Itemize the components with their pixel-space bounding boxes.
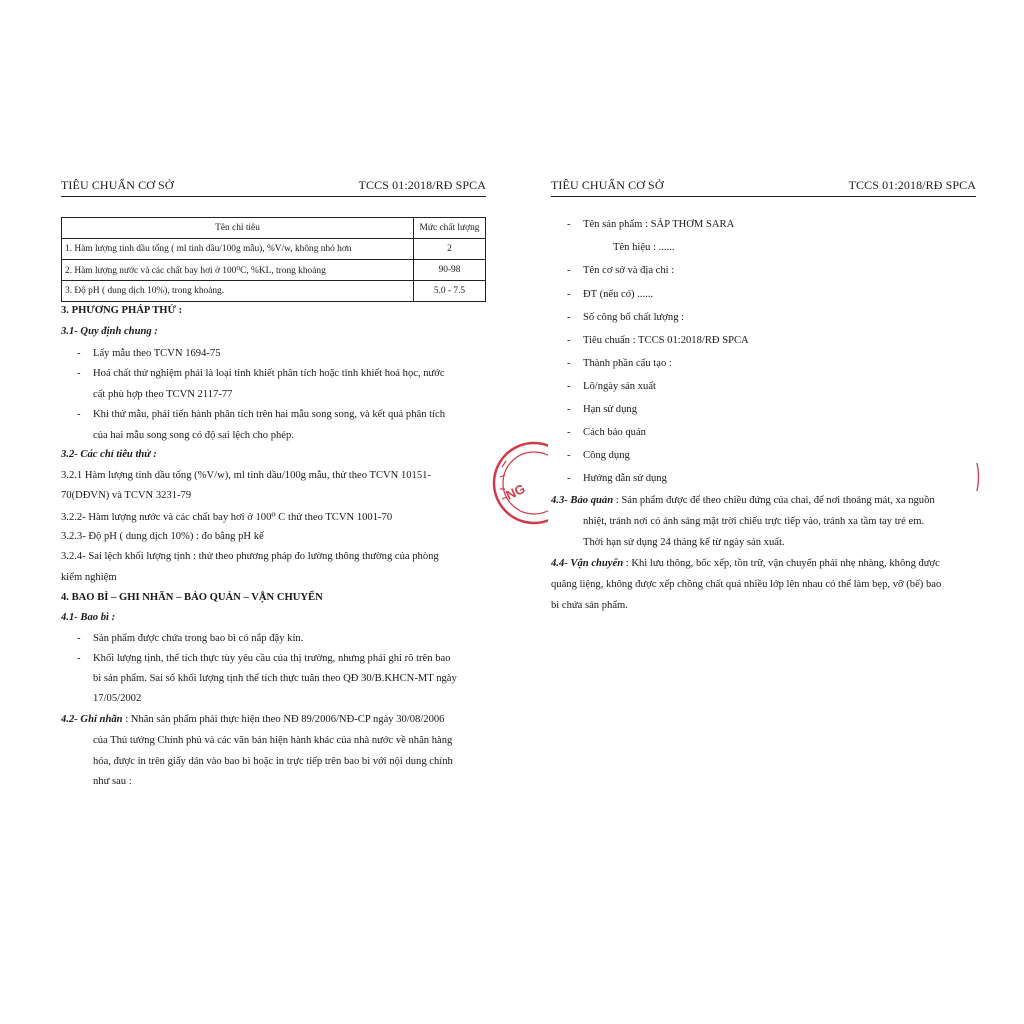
table-row — [62, 260, 486, 281]
body-line: 17/05/2002 — [93, 693, 142, 704]
header-title: TIÊU CHUẨN CƠ SỞ — [551, 178, 664, 192]
body-line: bì sản phẩm. Sai số khối lượng tịnh thể tích thực tuân theo QĐ 30/B.KHCN-MT ngày — [93, 673, 457, 684]
body-line: 4. BAO BÌ – GHI NHÃN – BẢO QUẢN – VẬN CHUYỂN — [61, 592, 323, 603]
body-line: nhiệt, tránh nơi có ánh sáng mặt trời chiếu trực tiếp vào, tránh xa tầm tay trẻ em. — [583, 516, 925, 527]
header-code: TCCS 01:2018/RĐ SPCA — [358, 178, 486, 192]
row-value: 90-98 — [414, 260, 486, 281]
col-header-level: Mức chất lượng — [414, 218, 486, 239]
body-line: 3. PHƯƠNG PHÁP THỬ : — [61, 305, 183, 316]
body-line: của Thủ tướng Chính phủ và các văn bản hiện hành khác của nhà nước về nhãn hàng — [93, 735, 453, 746]
body-line: kiểm nghiệm — [61, 572, 117, 583]
row-name: 3. Độ pH ( dung dịch 10%), trong khoảng. — [62, 281, 414, 302]
red-seal-stamp — [488, 437, 548, 529]
right-document-page — [551, 178, 976, 611]
body-line: - Lấy mẫu theo TCVN 1694-75 — [77, 348, 221, 359]
col-header-name: Tên chỉ tiêu — [62, 218, 414, 239]
row-name: 1. Hàm lượng tinh dầu tổng ( ml tinh dầu/100g mẫu), %V/w, không nhỏ hơn — [62, 239, 414, 260]
body-line: - ĐT (nếu có) ...... — [567, 289, 654, 300]
body-line: 70(DĐVN) và TCVN 3231-79 — [61, 490, 192, 501]
body-line: bì chứa sản phẩm. — [551, 600, 628, 611]
body-line: Thời hạn sử dụng 24 tháng kể từ ngày sản xuất. — [583, 537, 785, 548]
body-line: - Tên cơ sở và địa chỉ : — [567, 265, 675, 276]
body-line: Tên hiệu : ...... — [613, 242, 675, 253]
body-line: - Khi thử mẫu, phải tiến hành phân tích trên hai mẫu song song, và kết quả phân tích — [77, 409, 446, 420]
body-line: như sau : — [93, 776, 132, 787]
body-line: 4.2- Ghi nhãn : Nhãn sản phẩm phải thực hiện theo NĐ 89/2006/NĐ-CP ngày 30/08/2006 — [61, 714, 445, 725]
body-line: 4.1- Bao bì : — [61, 612, 116, 623]
body-line: - Lô/ngày sản xuất — [567, 381, 656, 392]
body-line: - Tên sản phẩm : SÁP THƠM SARA — [567, 219, 735, 230]
body-line: 4.3- Bảo quản : Sản phẩm được để theo chiều đứng của chai, để nơi thoáng mát, xa nguồn — [551, 495, 935, 506]
margin-mark-icon — [975, 462, 981, 492]
header-code: TCCS 01:2018/RĐ SPCA — [848, 178, 976, 192]
body-line: quăng liệng, không được xếp chồng chất quá nhiều lớp lên nhau có thể làm bẹp, vỡ (bể) bao — [551, 579, 942, 590]
row-name: 2. Hàm lượng nước và các chất bay hơi ở 100⁰C, %KL, trong khoảng — [62, 260, 414, 281]
body-line: - Sản phẩm được chứa trong bao bì có nắp đậy kín. — [77, 633, 304, 644]
body-line: 3.2- Các chỉ tiêu thử : — [61, 449, 157, 460]
quality-spec-table — [61, 217, 486, 302]
body-line: cất phù hợp theo TCVN 2117-77 — [93, 389, 233, 400]
body-line: - Khối lượng tịnh, thể tích thực tùy yêu cầu của thị trường, nhưng phải ghi rõ trên bao — [77, 653, 451, 664]
page-header — [61, 178, 486, 197]
table-row — [62, 281, 486, 302]
table-header-row — [62, 218, 486, 239]
left-document-page — [61, 178, 486, 787]
body-line: - Hoá chất thử nghiệm phải là loại tinh khiết phân tích hoặc tinh khiết hoá học, nước — [77, 368, 445, 379]
body-line: 3.1- Quy định chung : — [61, 326, 158, 337]
stamp-text: NG — [503, 480, 528, 503]
body-line: - Cách bảo quản — [567, 427, 646, 438]
body-line: 3.2.1 Hàm lượng tinh dầu tổng (%V/w), ml tinh dầu/100g mẫu, thử theo TCVN 10151- — [61, 470, 431, 481]
body-line: 3.2.2- Hàm lượng nước và các chất bay hơi ở 100⁰ C thử theo TCVN 1001-70 — [61, 512, 393, 523]
body-line: 4.4- Vận chuyển : Khi lưu thông, bốc xếp, tồn trữ, vận chuyển phải nhẹ nhàng, không được — [551, 558, 940, 569]
body-line: - Công dụng — [567, 450, 630, 461]
table-row — [62, 239, 486, 260]
header-title: TIÊU CHUẨN CƠ SỞ — [61, 178, 174, 192]
body-line: - Hướng dẫn sử dụng — [567, 473, 667, 484]
body-line: - Tiêu chuẩn : TCCS 01:2018/RĐ SPCA — [567, 335, 749, 346]
body-line: - Thành phần cấu tạo : — [567, 358, 672, 369]
row-value: 5.0 - 7.5 — [414, 281, 486, 302]
body-line: 3.2.3- Độ pH ( dung dịch 10%) : đo bằng pH kế — [61, 531, 264, 542]
body-line: - Số công bố chất lượng : — [567, 312, 685, 323]
body-line: - Hạn sử dụng — [567, 404, 637, 415]
row-value: 2 — [414, 239, 486, 260]
body-line: 3.2.4- Sai lệch khối lượng tịnh : thử theo phương pháp đo lường thông thường của phòng — [61, 551, 439, 562]
page-header — [551, 178, 976, 197]
stamp-seal-icon — [488, 437, 548, 529]
body-line: của hai mẫu song song có độ sai lệch cho phép. — [93, 430, 294, 441]
body-line: hóa, được in trên giấy dán vào bao bì hoặc in trực tiếp trên bao bì với nội dung chính — [93, 756, 453, 767]
